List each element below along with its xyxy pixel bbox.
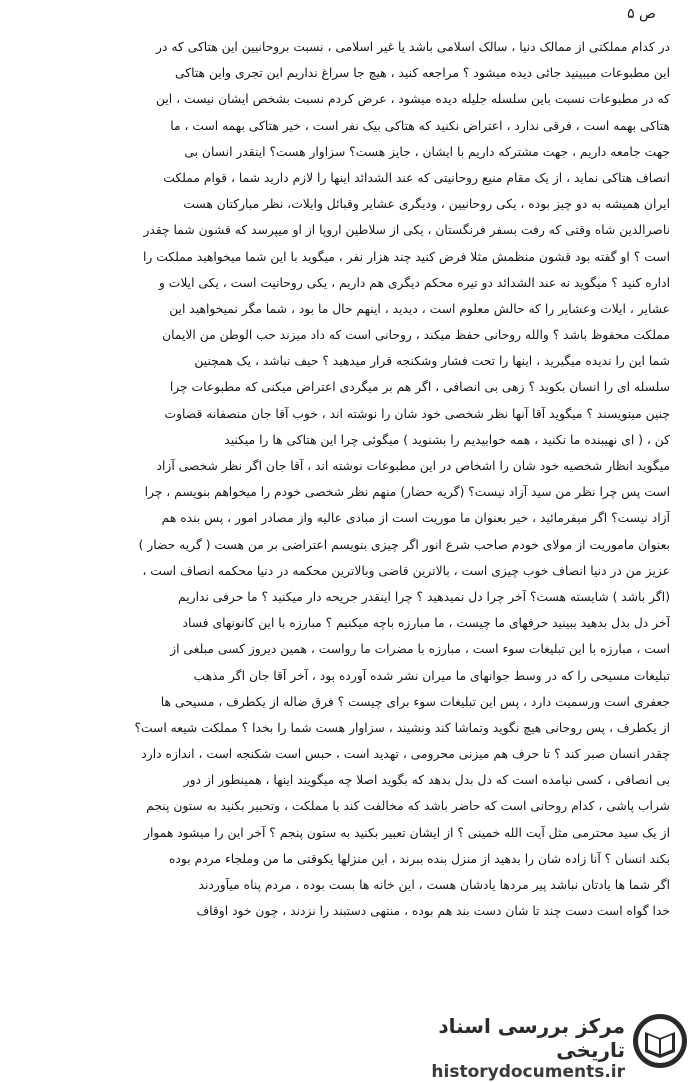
text-line: جعفری است ورسمیت دارد ، پس این تبلیغات سوء برای چیست ؟ فرق ضاله از یکطرف ، مسیحی ها xyxy=(160,694,670,709)
text-line: بی انصافی ، کسی نیامده است که دل بدل بدهد که بگوید اصلا چه میگویند اینها ، همینطور از دور xyxy=(183,773,670,788)
text-line: انصاف هتاکی نماید ، از یک مقام منیع روحانیتی که عند الشدائد اینها را لازم دارید شما ، قوام مملکت xyxy=(163,170,670,185)
logo-org-name: مرکز بررسی اسناد تاریخی xyxy=(438,1014,625,1062)
text-line: آزاد نیست؟ اگر میفرمائید ، خیر بعنوان ما موریت است از مبادی عالیه واز مصادر امور ، پس بنده هم xyxy=(161,511,670,526)
text-line: ایران همیشه به دو چیز بوده ، یکی روحانیین ، ودیگری عشایر وقبائل وایلات، نظر مبارکتان هست xyxy=(183,197,670,212)
text-line: جهت جامعه داریم ، جهت مشترکه داریم با ایشان ، جایز هست؟ سزاوار هست؟ اینقدر انسان بی xyxy=(184,144,670,159)
logo-url: historydocuments.ir xyxy=(431,1062,625,1082)
text-line: هتاکی بهمه است ، فرقی ندارد ، اعتراض نکنید که هتاکی بیک نفر است ، خیر هتاکی بهمه است ، ما xyxy=(170,118,670,133)
text-line: ناصرالدین شاه وقتی که رفت بسفر فرنگستان ، یکی از سلاطین اروپا از او میپرسد که قشون شما چقدر xyxy=(143,223,670,238)
text-line: کن ، ( ای نهیبنده ما نکنید ، همه خوابیدیم را بشنوید ) میگوئی چرا این هتاکی ها را میکنید xyxy=(224,432,670,447)
text-line: بعنوان ماموریت از مولای خودم صاحب شرع انور اگر چیزی بنویسم اعتراضی بر من هست ( گریه حضار ) xyxy=(138,537,670,552)
text-line: (اگر باشد ) شایسته هست؟ آخر چرا دل نمیدهید ؟ چرا اینقدر جریحه دار میکنید ؟ ما حرفی نداریم xyxy=(178,589,670,604)
text-line: از یک سید محترمی مثل آیت الله خمینی ؟ از ایشان تعبیر بکنید به ستون پنجم ؟ آخر این را میشود هموار xyxy=(144,825,670,840)
text-line: سلسله ای را انسان بکوبد ؟ زهی بی انصافی ، اگر هم بر میگردی اعتراض میکنی که مطبوعات چرا xyxy=(169,380,670,395)
text-line: شراب پاشی ، کدام روحانی است که حاضر باشد که مخالفت کند با مملکت ، وتحبیر بکنید به ستون پنجم xyxy=(146,799,670,814)
text-line: است ، مبارزه با این تبلیغات سوء است ، مبارزه با مضرات ما رواست ، همین دیروز کسی مبلغی از xyxy=(170,642,670,657)
text-line: اگر شما ها یادتان نباشد پیر مردها یادشان هست ، این خانه ها بست بوده ، مردم پناه میآوردند xyxy=(198,878,670,892)
text-line: شما این را ندیده میگیرید ، اینها را تحت فشار وشکنجه قرار میدهید ؟ حیف نباشد ، یک همچنین xyxy=(194,354,670,369)
text-line: در کدام مملکتی از ممالک دنیا ، سالک اسلامی باشد یا غیر اسلامی ، نسبت بروحانیین این هتاکی که در xyxy=(156,40,670,54)
text-line: از یکطرف ، پس روحانی هیچ نگوید وتماشا کند ونشیند ، سزاوار هست شما را بخدا ؟ مملکت شیعه است؟ xyxy=(134,720,670,735)
text-line: است ؟ او گفته بود قشون منظمش مثلا فرض کنید چند هزار نفر ، میگوید با این شما میخواهید مملکت را xyxy=(142,249,670,264)
text-line: که در مطبوعات نسبت باین سلسله جلیله دیده میشود ، عرض کردم نسبت بشخص ایشان نیست ، این xyxy=(156,92,670,107)
archive-logo xyxy=(400,1010,695,1082)
text-line: اداره کنید ؟ میگوید نه عند الشدائد دو تیره محکم دیگری هم داریم ، یکی روحانیت است ، یکی ایلات و xyxy=(158,275,670,290)
page-number: ص ۵ xyxy=(627,6,656,22)
text-line: میگوید انظار شخصیه خود شان را اشخاص در این مطبوعات نوشته اند ، آقا جان اگر نظر شخصی آزاد xyxy=(156,459,670,473)
text-line: چقدر انسان صبر کند ؟ تا حرف هم میزنی محرومی ، تهدید است ، حبس است شکنجه است ، اندازه دارد xyxy=(141,747,670,762)
text-line: مملکت محفوظ باشد ؟ والله روحانی حفظ میکند ، روحانی است که داد میزند حب الوطن من الایمان xyxy=(162,328,670,343)
text-line: آخر دل بدل بدهید ببینید حرفهای ما چیست ، ما مبارزه باچه میکنیم ؟ مبارزه با این کانونهای فساد xyxy=(182,616,670,631)
text-line: عزیز من در دنیا انصاف خوب چیزی است ، بالاترین قاضی وبالاترین محکمه در دنیا محکمه انصاف است ، xyxy=(142,563,670,578)
document-body xyxy=(30,34,670,924)
text-line: عشایر ، ایلات وعشایر را که حالش معلوم است ، دیدید ، اینهم حال ما بود ، شما مگر نمیخواهید این xyxy=(169,301,670,316)
text-line: چنین مینویسند ؟ میگوید آقا آنها نظر شخصی خود شان را نوشته اند ، خوب آقا جان منصفانه قضاوت xyxy=(164,406,670,421)
text-line: است پس چرا نظر من سید آزاد نیست؟ (گریه حضار) منهم نظر شخصی خودم را میخواهم بنویسم ، چرا xyxy=(144,485,670,500)
book-emblem-icon xyxy=(631,1012,689,1070)
text-line: بکند انسان ؟ آنا زاده شان را بدهید از منزل بنده ببرند ، این منزلها یکوقتی ما من وملجاء مردم بوده xyxy=(168,851,670,866)
logo-text xyxy=(400,1014,625,1082)
text-line: تبلیغات مسیحی را که در وسط جوانهای ما میران نشر شده آورده بود ، آخر آقا جان اگر مذهب xyxy=(193,668,670,683)
text-line: این مطبوعات میبینید جائی دیده میشود ؟ مراجعه کنید ، هیچ جا سراغ نداریم این تجری واین هتاکی xyxy=(174,66,670,81)
text-line: خدا گواه است دست چند تا شان دست بند هم بوده ، منتهی دستبند را نزدند ، چون خود اوقاف xyxy=(196,904,670,919)
